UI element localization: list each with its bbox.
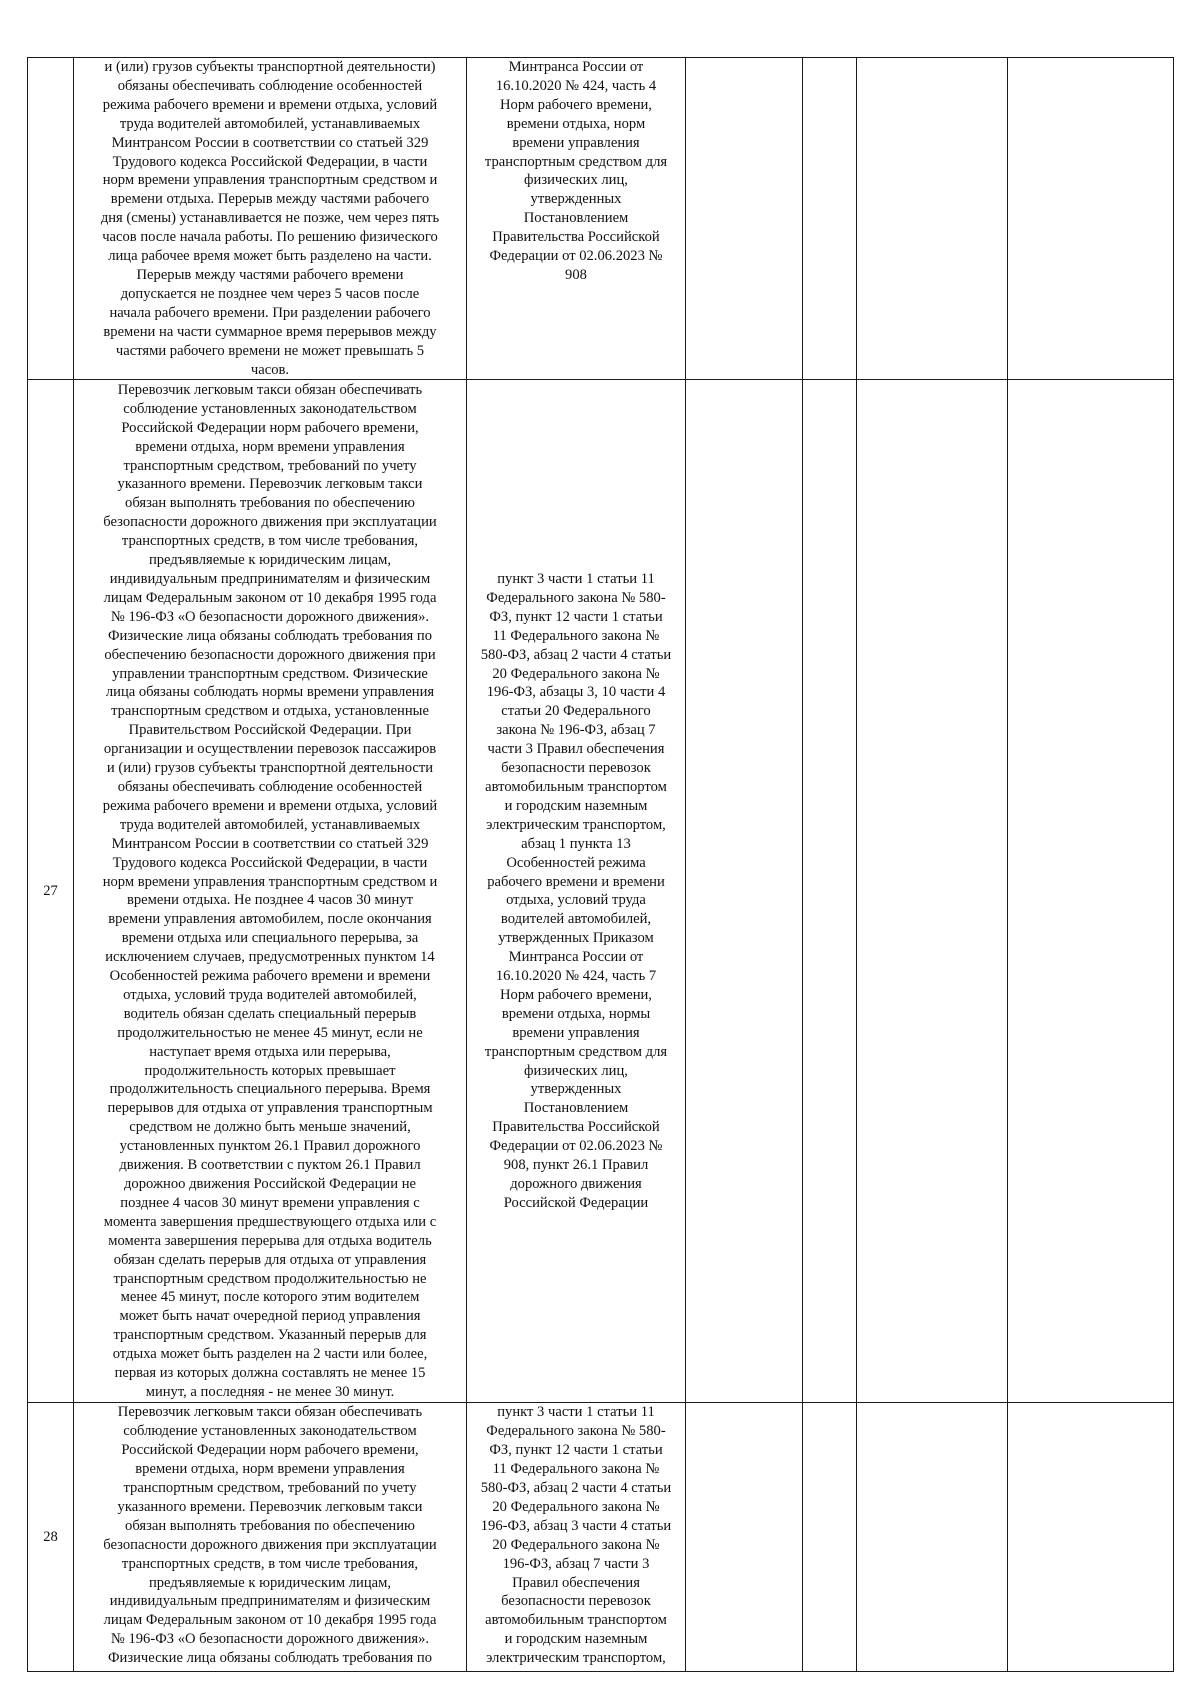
text-line: средством не должно быть меньше значений,	[129, 1119, 411, 1136]
empty-cell-1	[686, 380, 803, 1403]
text-line: Российской Федерации	[503, 1194, 649, 1211]
text-line: и городским наземным	[504, 797, 648, 814]
text-line: обеспечению безопасности дорожного движения при	[104, 646, 436, 663]
text-line: обязан сделать перерыв для отдыха от управления	[113, 1251, 427, 1268]
text-line: часов.	[250, 361, 290, 378]
text-line: предъявляемые к юридическим лицам,	[148, 1574, 392, 1591]
text-line: 20 Федерального закона №	[492, 1498, 660, 1515]
text-line: времени управления	[512, 134, 640, 151]
text-line: безопасности перевозок	[501, 1593, 651, 1610]
text-line: менее 45 минут, после которого этим водителем	[120, 1289, 420, 1306]
requirement-cell	[74, 380, 467, 1403]
text-line: лицам Федеральным законом от 10 декабря 1995 года	[103, 1612, 437, 1629]
text-line: отдыха, условий труда водителей автомобилей,	[123, 986, 417, 1003]
text-line: времени отдыха. Не позднее 4 часов 30 минут	[126, 892, 413, 909]
text-line: момента завершения предшествующего отдыха или с	[103, 1213, 437, 1230]
empty-cell-4	[1008, 380, 1174, 1403]
text-line: 16.10.2020 № 424, часть 7	[495, 968, 657, 985]
text-line: установленных пунктом 26.1 Правил дорожного	[119, 1138, 421, 1155]
text-line: соблюдение установленных законодательством	[123, 1423, 417, 1440]
text-line: транспортным средством, требований по учету	[123, 1480, 417, 1497]
text-line: утвержденных Приказом	[498, 930, 654, 947]
empty-cell-1	[686, 58, 803, 380]
text-line: организации и осуществлении перевозок пассажиров	[103, 741, 437, 758]
text-line: труда водителей автомобилей, устанавливаемых	[119, 816, 421, 833]
text-line: транспортным средством и отдыха, установленные	[111, 703, 429, 720]
text-line: обязан выполнять требования по обеспечению	[125, 495, 415, 512]
text-line: 16.10.2020 № 424, часть 4	[495, 77, 657, 94]
text-line: Правительством Российской Федерации. При	[128, 722, 412, 739]
text-line: соблюдение установленных законодательством	[123, 400, 417, 417]
text-line: управлении транспортным средством. Физические	[112, 665, 428, 682]
text-line: 580-ФЗ, абзац 2 части 4 статьи	[480, 646, 672, 663]
text-line: транспортных средств, в том числе требования,	[121, 533, 419, 550]
text-line: времени на части суммарное время перерывов между	[103, 323, 437, 340]
text-line: № 196-ФЗ «О безопасности дорожного движения».	[110, 608, 430, 625]
text-line: автомобильным транспортом	[485, 778, 667, 795]
text-line: минут, а последняя - не менее 30 минут.	[145, 1383, 395, 1400]
reference-cell	[467, 380, 686, 1403]
text-line: указанного времени. Перевозчик легковым такси	[117, 1498, 423, 1515]
text-line: электрическим транспортом,	[486, 816, 666, 833]
text-line: безопасности дорожного движения при эксплуатации	[103, 514, 437, 531]
text-line: Минтрансом России в соответствии со статьей 329	[111, 134, 429, 151]
text-line: и (или) грузов субъекты транспортной деятельности	[106, 760, 434, 777]
text-line: водителей автомобилей,	[500, 911, 652, 928]
empty-cell-3	[857, 58, 1008, 380]
text-line: предъявляемые к юридическим лицам,	[148, 552, 392, 569]
text-line: безопасности перевозок	[501, 760, 651, 777]
text-line: времени отдыха, норм времени управления	[135, 1461, 405, 1478]
reference-cell	[467, 1403, 686, 1672]
text-line: утвержденных	[530, 191, 622, 208]
text-line: ФЗ, пункт 12 части 1 статьи	[489, 1442, 663, 1459]
text-line: Особенностей режима рабочего времени и времени	[109, 968, 431, 985]
text-line: отдыха, условий труда	[506, 892, 646, 909]
empty-cell-3	[857, 380, 1008, 1403]
requirements-table	[27, 57, 1174, 1672]
text-line: лицам Федеральным законом от 10 декабря 1995 года	[103, 589, 437, 606]
text-line: Правительства Российской	[492, 229, 660, 246]
table-row	[28, 380, 1174, 1403]
text-line: режима рабочего времени и времени отдыха, условий	[102, 96, 438, 113]
text-line: 20 Федерального закона №	[492, 665, 660, 682]
text-line: времени отдыха. Перерыв между частями рабочего	[110, 191, 430, 208]
text-line: дорожноо движения Российской Федерации не	[124, 1176, 416, 1192]
table-row	[28, 1403, 1174, 1672]
text-line: продолжительностью не менее 45 минут, если не	[117, 1024, 423, 1041]
text-line: Норм рабочего времени,	[500, 96, 652, 113]
text-line: времени отдыха, нормы	[501, 1005, 651, 1022]
text-line: пункт 3 части 1 статьи 11	[497, 571, 655, 587]
text-line: обязаны обеспечивать соблюдение особенностей	[117, 77, 423, 94]
text-line: 196-ФЗ, абзац 7 части 3	[502, 1555, 650, 1572]
text-line: и (или) грузов субъекты транспортной деятельности)	[104, 59, 436, 75]
text-line: закона № 196-ФЗ, абзац 7	[496, 722, 656, 739]
reference-cell	[467, 58, 686, 380]
text-line: труда водителей автомобилей, устанавливаемых	[119, 115, 421, 132]
text-line: норм времени управления транспортным средством и	[102, 172, 438, 189]
text-line: индивидуальным предпринимателям и физическим	[109, 571, 431, 587]
empty-cell-2	[803, 58, 857, 380]
text-line: рабочего времени и времени	[487, 873, 665, 890]
text-line: обязаны обеспечивать соблюдение особенностей	[117, 778, 423, 795]
requirement-cell	[74, 58, 467, 380]
text-line: норм времени управления транспортным средством и	[102, 873, 438, 890]
text-line: части 3 Правил обеспечения	[487, 741, 665, 758]
text-line: безопасности дорожного движения при эксплуатации	[103, 1536, 437, 1553]
text-line: Федерации от 02.06.2023 №	[489, 248, 663, 265]
text-line: режима рабочего времени и времени отдыха, условий	[102, 797, 438, 814]
text-line: может быть начат очередной период управления	[119, 1308, 421, 1325]
empty-cell-4	[1008, 58, 1174, 380]
text-line: абзац 1 пункта 13	[521, 835, 631, 852]
text-line: указанного времени. Перевозчик легковым такси	[117, 476, 423, 493]
text-line: транспортным средством для	[484, 1043, 668, 1060]
text-line: транспортных средств, в том числе требования,	[121, 1555, 419, 1572]
row-number-cell: 27	[28, 380, 74, 1403]
text-line: времени отдыха или специального перерыва, за	[121, 930, 419, 947]
text-line: первая из которых должна составлять не менее 15	[114, 1365, 426, 1382]
text-line: Физические лица обязаны соблюдать требования по	[107, 1650, 432, 1667]
text-line: автомобильным транспортом	[485, 1612, 667, 1629]
text-line: 196-ФЗ, абзацы 3, 10 части 4	[486, 684, 666, 701]
text-line: лица обязаны соблюдать нормы времени управления	[105, 684, 435, 701]
text-line: электрическим транспортом,	[486, 1650, 666, 1667]
text-line: транспортным средством. Указанный перерыв для	[113, 1327, 427, 1344]
text-line: Перевозчик легковым такси обязан обеспечивать	[117, 381, 423, 398]
text-line: Минтранса России от	[508, 59, 644, 75]
text-line: Правительства Российской	[492, 1119, 660, 1136]
text-line: 908	[565, 266, 587, 283]
text-line: 196-ФЗ, абзац 3 части 4 статьи	[480, 1517, 672, 1534]
text-line: начала рабочего времени. При разделении рабочего	[109, 304, 431, 321]
empty-cell-1	[686, 1403, 803, 1672]
text-line: Особенностей режима	[506, 854, 646, 871]
text-line: перерывов для отдыха от управления транспортным	[107, 1100, 433, 1117]
empty-cell-2	[803, 1403, 857, 1672]
text-line: Минтранса России от	[508, 949, 644, 966]
table-row	[28, 58, 1174, 380]
text-line: Перевозчик легковым такси обязан обеспечивать	[117, 1404, 423, 1421]
text-line: продолжительность специального перерыва. Время	[109, 1081, 431, 1098]
empty-cell-4	[1008, 1403, 1174, 1672]
text-line: Трудового кодекса Российской Федерации, в части	[112, 854, 428, 871]
text-line: отдыха может быть разделен на 2 части или более,	[112, 1346, 428, 1363]
text-line: допускается не позднее чем через 5 часов после	[120, 285, 420, 302]
text-line: Физические лица обязаны соблюдать требования по	[107, 627, 432, 644]
text-line: Российской Федерации норм рабочего времени,	[121, 1442, 419, 1459]
text-line: Правил обеспечения	[512, 1574, 640, 1591]
text-line: дня (смены) устанавливается не позже, чем через пять	[100, 210, 440, 227]
text-line: транспортным средством, требований по учету	[123, 457, 417, 474]
row-number-cell: 28	[28, 1403, 74, 1672]
empty-cell-3	[857, 1403, 1008, 1672]
row-number-cell	[28, 58, 74, 380]
text-line: индивидуальным предпринимателям и физическим	[109, 1593, 431, 1610]
text-line: часов после начала работы. По решению физического	[102, 229, 438, 246]
text-line: 908, пункт 26.1 Правил	[503, 1157, 649, 1174]
text-line: продолжительность которых превышает	[144, 1062, 396, 1079]
text-line: 580-ФЗ, абзац 2 части 4 статьи	[480, 1480, 672, 1497]
text-line: момента завершения перерыва для отдыха водитель	[108, 1232, 432, 1249]
text-line: времени отдыха, норм времени управления	[135, 438, 405, 455]
text-line: Федерации от 02.06.2023 №	[489, 1138, 663, 1155]
text-line: Перерыв между частями рабочего времени	[136, 266, 404, 283]
text-line: обязан выполнять требования по обеспечению	[125, 1517, 415, 1534]
empty-cell-2	[803, 380, 857, 1403]
text-line: статьи 20 Федерального	[501, 703, 651, 720]
text-line: времени управления	[512, 1024, 640, 1041]
text-line: исключением случаев, предусмотренных пунктом 14	[105, 949, 435, 966]
text-line: частями рабочего времени не может превышать 5	[115, 342, 425, 359]
text-line: движения. В соответствии с пуктом 26.1 Правил	[119, 1157, 421, 1174]
text-line: ФЗ, пункт 12 части 1 статьи	[489, 608, 663, 625]
text-line: времени управления автомобилем, после окончания	[108, 911, 432, 928]
text-line: 11 Федерального закона №	[492, 1461, 660, 1478]
text-line: Постановлением	[523, 210, 629, 227]
text-line: физических лиц,	[524, 172, 628, 189]
text-line: и городским наземным	[504, 1631, 648, 1648]
text-line: физических лиц,	[524, 1062, 628, 1079]
text-line: 20 Федерального закона №	[492, 1536, 660, 1553]
text-line: времени отдыха, норм	[506, 115, 646, 132]
text-line: наступает время отдыха или перерыва,	[149, 1043, 391, 1060]
text-line: утвержденных	[530, 1081, 622, 1098]
requirement-cell	[74, 1403, 467, 1672]
text-line: лица рабочее время может быть разделено на части.	[108, 248, 432, 265]
text-line: 11 Федерального закона №	[492, 627, 660, 644]
text-line: № 196-ФЗ «О безопасности дорожного движения».	[110, 1631, 430, 1648]
text-line: пункт 3 части 1 статьи 11	[497, 1404, 655, 1421]
text-line: транспортным средством продолжительностью не	[113, 1270, 427, 1287]
text-line: Постановлением	[523, 1100, 629, 1117]
text-line: Федерального закона № 580-	[486, 589, 666, 606]
text-line: Российской Федерации норм рабочего времени,	[121, 419, 419, 436]
text-line: дорожного движения	[510, 1176, 642, 1192]
text-line: Минтрансом России в соответствии со статьей 329	[111, 835, 429, 852]
text-line: позднее 4 часов 30 минут времени управления с	[120, 1194, 420, 1211]
text-line: Норм рабочего времени,	[500, 986, 652, 1003]
text-line: транспортным средством для	[484, 153, 668, 170]
text-line: водитель обязан сделать специальный перерыв	[123, 1005, 417, 1022]
text-line: Трудового кодекса Российской Федерации, в части	[112, 153, 428, 170]
text-line: Федерального закона № 580-	[486, 1423, 666, 1440]
